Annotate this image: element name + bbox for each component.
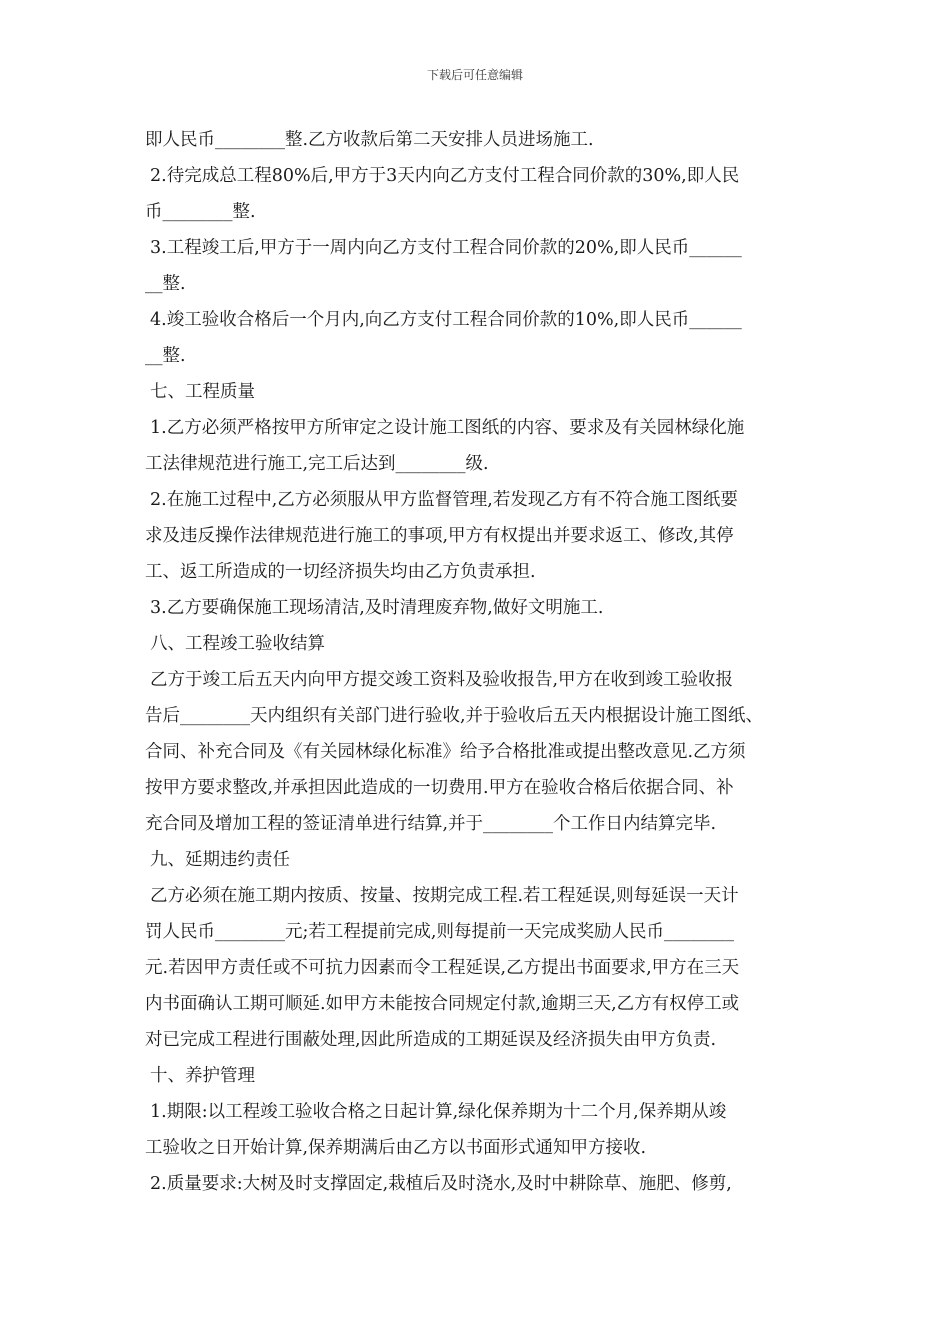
text-line: __整. (145, 274, 186, 294)
text-line: 3.工程竣工后,甲方于一周内向乙方支付工程合同价款的20%,即人民币______ (150, 238, 742, 258)
document-body (145, 122, 810, 1202)
text-line: 2.在施工过程中,乙方必须服从甲方监督管理,若发现乙方有不符合施工图纸要 (150, 490, 738, 510)
text-line: 工、返工所造成的一切经济损失均由乙方负责承担. (145, 562, 536, 582)
text-line: 1.乙方必须严格按甲方所审定之设计施工图纸的内容、要求及有关园林绿化施 (150, 418, 745, 438)
text-line: 4.竣工验收合格后一个月内,向乙方支付工程合同价款的10%,即人民币______ (150, 310, 742, 330)
text-line: 求及违反操作法律规范进行施工的事项,甲方有权提出并要求返工、修改,其停 (145, 526, 734, 546)
text-line: 乙方于竣工后五天内向甲方提交竣工资料及验收报告,甲方在收到竣工验收报 (150, 670, 734, 690)
text-line: 工验收之日开始计算,保养期满后由乙方以书面形式通知甲方接收. (145, 1138, 647, 1158)
text-line: 3.乙方要确保施工现场清洁,及时清理废弃物,做好文明施工. (150, 598, 604, 618)
text-line: 合同、补充合同及《有关园林绿化标准》给予合格批准或提出整改意见.乙方须 (145, 742, 746, 762)
text-line: 2.待完成总工程80%后,甲方于3天内向乙方支付工程合同价款的30%,即人民 (150, 166, 740, 186)
page-header: 下载后可任意编辑 (426, 68, 523, 82)
text-line: 乙方必须在施工期内按质、按量、按期完成工程.若工程延误,则每延误一天计 (150, 886, 739, 906)
text-line: 即人民币________整.乙方收款后第二天安排人员进场施工. (145, 130, 594, 150)
text-line: 工法律规范进行施工,完工后达到________级. (145, 454, 489, 474)
text-line: 1.期限:以工程竣工验收合格之日起计算,绿化保养期为十二个月,保养期从竣 (150, 1102, 727, 1122)
text-line: 对已完成工程进行围蔽处理,因此所造成的工期延误及经济损失由甲方负责. (145, 1030, 717, 1050)
text-line: 罚人民币________元;若工程提前完成,则每提前一天完成奖励人民币________ (145, 922, 734, 942)
text-line: 元.若因甲方责任或不可抗力因素而令工程延误,乙方提出书面要求,甲方在三天 (145, 958, 740, 978)
text-line: __整. (145, 346, 186, 366)
text-line: 七、工程质量 (150, 382, 255, 402)
text-line: 内书面确认工期可顺延.如甲方未能按合同规定付款,逾期三天,乙方有权停工或 (145, 994, 740, 1014)
text-line: 九、延期违约责任 (150, 850, 290, 870)
text-line: 十、养护管理 (150, 1066, 255, 1086)
text-line: 充合同及增加工程的签证清单进行结算,并于________个工作日内结算完毕. (145, 814, 717, 834)
text-line: 告后________天内组织有关部门进行验收,并于验收后五天内根据设计施工图纸、 (145, 706, 764, 726)
text-line: 2.质量要求:大树及时支撑固定,栽植后及时浇水,及时中耕除草、施肥、修剪, (150, 1174, 732, 1194)
text-line: 八、工程竣工验收结算 (150, 634, 325, 654)
text-line: 按甲方要求整改,并承担因此造成的一切费用.甲方在验收合格后依据合同、补 (145, 778, 734, 798)
text-line: 币________整. (145, 202, 256, 222)
